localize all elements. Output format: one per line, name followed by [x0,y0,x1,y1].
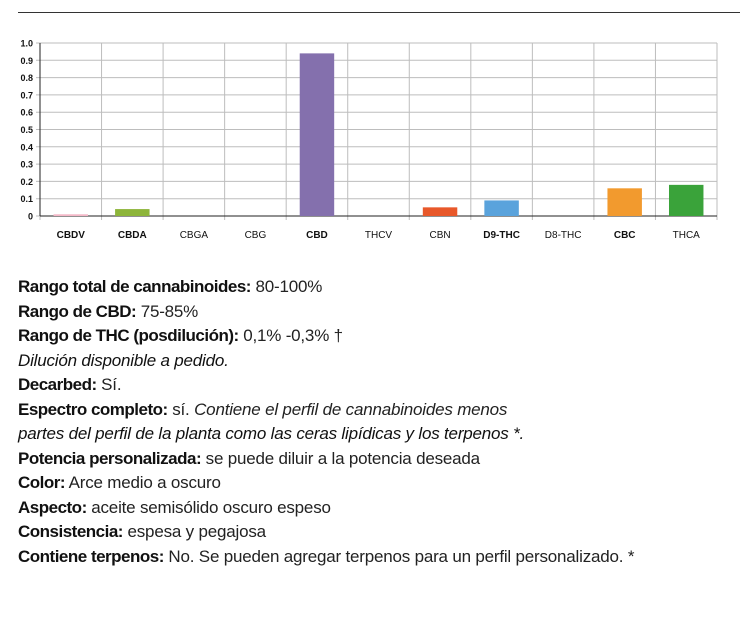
spec-consistency [18,520,733,545]
bar-thca [669,185,703,216]
spec-dilution-note: Dilución disponible a pedido. [18,350,229,370]
spec-appearance [18,496,733,521]
spec-full-spectrum [18,398,733,423]
bar-cbda [115,209,149,216]
bar-cbd [300,53,334,216]
spec-label: Espectro completo: [18,399,168,419]
bar-cbdv [54,214,88,216]
spec-value: se puede diluir a la potencia deseada [201,448,480,468]
spec-value: Sí. [96,375,122,394]
x-tick-label: CBDV [56,230,85,241]
spec-label: Aspecto: [18,497,87,517]
spec-value: aceite semisólido oscuro espeso [86,497,331,517]
spec-label: Consistencia: [18,522,123,541]
spec-label: Decarbed: [18,375,97,394]
spec-value: No. Se pueden agregar terpenos para un perfil personalizado. * [163,546,635,566]
spec-value: sí. [167,399,195,419]
spec-label: Rango de CBD: [18,301,137,321]
cannabinoid-bar-chart [0,30,741,250]
bar-cbn [423,207,457,216]
spec-decarbed [18,373,733,398]
spec-value-italic: Contiene el perfil de cannabinoides menos [194,399,508,419]
spec-value: Arce medio a oscuro [65,473,221,492]
y-tick-label: 0.9 [20,55,33,66]
bar-d9-thc [484,200,518,216]
y-tick-label: 0.2 [20,176,33,187]
x-tick-label: CBD [306,230,328,241]
spec-value: 0,1% -0,3% † [238,326,343,345]
spec-label: Rango de THC (posdilución): [18,326,239,345]
spec-value: 80-100% [250,277,323,296]
x-tick-label: CBDA [117,230,147,241]
spec-custom-potency [18,447,733,472]
y-tick-label: 0.5 [20,125,33,135]
y-tick-label: 0.7 [20,90,33,101]
bar-cbc [607,188,641,216]
spec-list [18,275,733,569]
spec-label: Rango total de cannabinoides: [18,277,251,296]
x-tick-label: THCA [672,230,700,241]
x-tick-label: CBGA [179,230,209,241]
y-tick-label: 0.8 [20,73,33,84]
spec-total-cannabinoids [18,275,733,300]
y-tick-label: 0.6 [20,107,33,118]
x-tick-label: CBN [429,230,451,241]
spec-value: 75-85% [136,301,199,321]
y-tick-label: 1.0 [20,38,33,49]
y-tick-label: 0.3 [20,159,33,170]
x-tick-label: D8-THC [544,230,582,241]
spec-contains-terpenes [18,545,733,570]
spec-full-spectrum-note: partes del perfil de la planta como las ceras lipídicas y los terpenos *. [18,424,525,443]
top-rule [18,12,740,13]
y-tick-label: 0.1 [20,194,33,205]
x-tick-label: CBG [244,230,267,241]
x-tick-label: CBC [613,230,636,241]
y-tick-label: 0 [27,211,33,222]
spec-color [18,471,733,496]
spec-value: espesa y pegajosa [122,522,266,541]
x-tick-label: D9-THC [483,230,520,241]
spec-label: Contiene terpenos: [18,546,164,566]
spec-label: Color: [18,473,66,492]
spec-cbd-range [18,300,733,325]
spec-label: Potencia personalizada: [18,448,202,468]
x-tick-label: THCV [364,230,393,241]
y-tick-label: 0.4 [20,142,33,153]
spec-thc-range [18,324,733,349]
